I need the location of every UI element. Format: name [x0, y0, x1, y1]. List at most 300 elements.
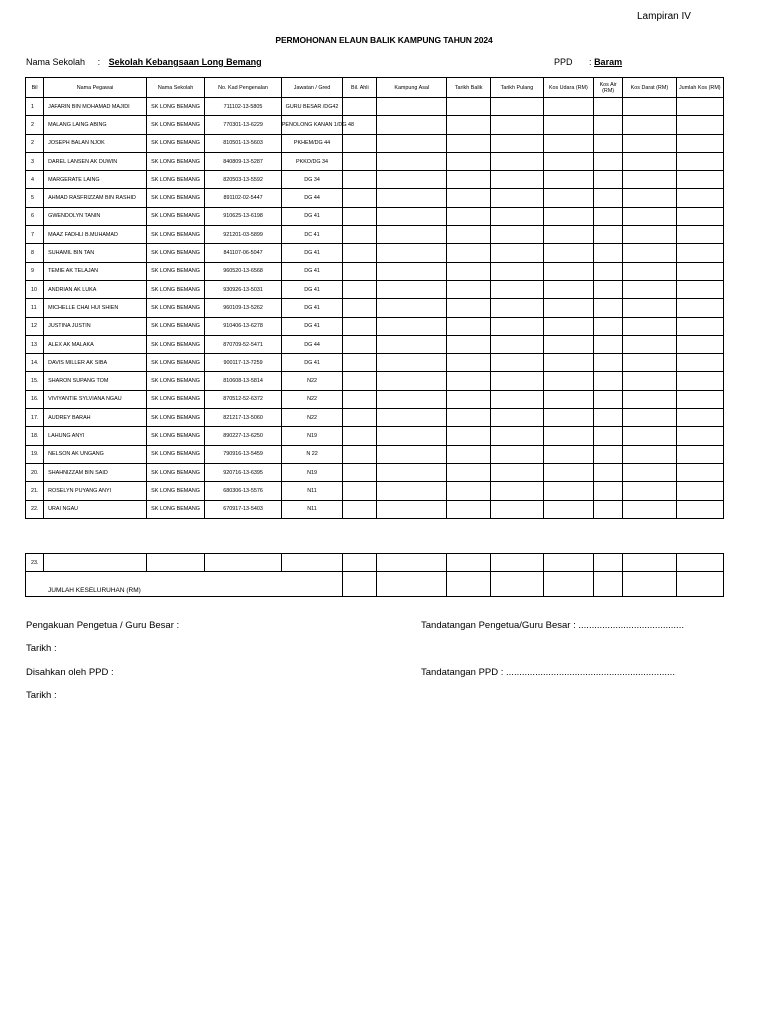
table-cell[interactable] — [491, 554, 543, 572]
table-cell[interactable] — [676, 372, 723, 390]
row-no-kad: 770301-13-6229 — [205, 116, 282, 134]
table-cell[interactable] — [377, 262, 446, 280]
table-cell[interactable] — [446, 482, 490, 500]
table-cell[interactable] — [543, 299, 593, 317]
table-cell[interactable] — [543, 445, 593, 463]
table-cell[interactable] — [377, 244, 446, 262]
table-cell[interactable] — [446, 226, 490, 244]
table-cell[interactable] — [377, 427, 446, 445]
table-cell[interactable] — [594, 572, 623, 597]
table-cell[interactable] — [377, 445, 446, 463]
table-cell[interactable] — [594, 280, 623, 298]
row-nama-sekolah: SK LONG BEMANG — [146, 134, 204, 152]
table-cell[interactable] — [543, 482, 593, 500]
table-cell[interactable] — [377, 226, 446, 244]
table-cell[interactable] — [377, 390, 446, 408]
table-cell[interactable] — [343, 445, 377, 463]
table-cell[interactable] — [676, 390, 723, 408]
table-cell[interactable] — [446, 116, 490, 134]
table-cell[interactable] — [446, 244, 490, 262]
row-no-kad: 900117-13-7259 — [205, 354, 282, 372]
table-cell[interactable] — [543, 171, 593, 189]
table-cell[interactable] — [676, 572, 723, 597]
table-cell[interactable] — [343, 226, 377, 244]
header-nama-sekolah: Nama Sekolah — [146, 78, 204, 98]
row-nama-sekolah: SK LONG BEMANG — [146, 500, 204, 518]
row-nama-sekolah: SK LONG BEMANG — [146, 280, 204, 298]
header-kos-darat: Kos Darat (RM) — [623, 78, 676, 98]
school-label: Nama Sekolah — [26, 57, 86, 67]
table-cell[interactable] — [594, 390, 623, 408]
table-cell[interactable] — [676, 463, 723, 481]
tandatangan-pengetua-line[interactable]: Tandatangan Pengetua/Guru Besar : ........................................ — [421, 620, 684, 631]
table-cell[interactable] — [343, 152, 377, 170]
table-cell[interactable] — [676, 317, 723, 335]
table-cell[interactable] — [676, 134, 723, 152]
table-cell[interactable] — [446, 572, 490, 597]
table-cell[interactable] — [623, 500, 676, 518]
table-cell[interactable] — [491, 482, 543, 500]
table-cell[interactable] — [676, 262, 723, 280]
table-cell[interactable] — [623, 116, 676, 134]
table-cell[interactable] — [343, 572, 377, 597]
table-cell[interactable] — [343, 500, 377, 518]
table-cell[interactable] — [543, 262, 593, 280]
table-cell[interactable] — [676, 409, 723, 427]
table-cell[interactable] — [343, 207, 377, 225]
table-cell[interactable] — [594, 554, 623, 572]
table-cell[interactable] — [676, 280, 723, 298]
header-tarikh-balik: Tarikh Balik — [446, 78, 490, 98]
row-bil: 13 — [26, 335, 44, 353]
table-cell[interactable] — [543, 116, 593, 134]
table-cell[interactable] — [676, 299, 723, 317]
table-cell[interactable] — [543, 134, 593, 152]
table-cell[interactable] — [594, 98, 623, 116]
extra-bil: 23. — [26, 554, 44, 572]
table-cell[interactable] — [623, 427, 676, 445]
row-nama-sekolah: SK LONG BEMANG — [146, 152, 204, 170]
disahkan-label: Disahkan oleh PPD : — [26, 667, 114, 678]
table-cell[interactable] — [377, 554, 446, 572]
table-cell[interactable] — [377, 317, 446, 335]
row-no-kad: 920716-13-6395 — [205, 463, 282, 481]
row-bil: 12 — [26, 317, 44, 335]
table-row — [26, 317, 724, 335]
table-cell[interactable] — [623, 189, 676, 207]
table-row — [26, 189, 724, 207]
table-cell[interactable] — [446, 262, 490, 280]
table-cell[interactable] — [446, 280, 490, 298]
table-cell[interactable] — [491, 226, 543, 244]
table-row — [26, 262, 724, 280]
row-no-kad: 680306-13-5576 — [205, 482, 282, 500]
table-cell[interactable] — [676, 207, 723, 225]
row-jawatan: N22 — [281, 390, 342, 408]
table-cell[interactable] — [623, 280, 676, 298]
table-cell[interactable] — [676, 335, 723, 353]
table-cell[interactable] — [491, 262, 543, 280]
table-row — [26, 207, 724, 225]
table-row — [26, 354, 724, 372]
table-cell[interactable] — [676, 171, 723, 189]
row-no-kad: 921201-03-5899 — [205, 226, 282, 244]
row-no-kad: 910406-13-6278 — [205, 317, 282, 335]
table-cell[interactable] — [543, 390, 593, 408]
table-cell[interactable] — [594, 482, 623, 500]
table-cell[interactable] — [594, 372, 623, 390]
row-no-kad: 820503-13-5592 — [205, 171, 282, 189]
table-cell[interactable] — [343, 317, 377, 335]
table-cell[interactable] — [343, 390, 377, 408]
table-cell[interactable] — [543, 98, 593, 116]
table-cell[interactable] — [623, 152, 676, 170]
row-nama-sekolah: SK LONG BEMANG — [146, 427, 204, 445]
table-cell[interactable] — [676, 445, 723, 463]
table-cell[interactable] — [594, 226, 623, 244]
table-cell[interactable] — [623, 98, 676, 116]
table-cell[interactable] — [594, 354, 623, 372]
table-cell[interactable] — [623, 171, 676, 189]
table-cell[interactable] — [543, 189, 593, 207]
table-cell[interactable] — [543, 244, 593, 262]
table-cell[interactable] — [491, 354, 543, 372]
table-cell[interactable] — [446, 189, 490, 207]
table-cell[interactable] — [623, 572, 676, 597]
table-cell[interactable] — [343, 280, 377, 298]
row-nama-sekolah: SK LONG BEMANG — [146, 390, 204, 408]
row-bil: 5 — [26, 189, 44, 207]
table-cell[interactable] — [343, 335, 377, 353]
table-cell[interactable] — [281, 554, 342, 572]
table-cell[interactable] — [543, 280, 593, 298]
table-cell[interactable] — [491, 372, 543, 390]
table-cell[interactable] — [491, 390, 543, 408]
row-nama-pegawai: LAHUNG ANYI — [44, 427, 147, 445]
table-cell[interactable] — [623, 335, 676, 353]
table-cell[interactable] — [543, 554, 593, 572]
table-row — [26, 427, 724, 445]
tarikh-label-2: Tarikh : — [26, 690, 57, 701]
row-nama-sekolah: SK LONG BEMANG — [146, 354, 204, 372]
table-cell[interactable] — [623, 463, 676, 481]
row-jawatan: N 22 — [281, 445, 342, 463]
table-cell[interactable] — [623, 354, 676, 372]
table-cell[interactable] — [623, 554, 676, 572]
row-jawatan: PENOLONG KANAN 1/DG 48 — [281, 116, 342, 134]
table-cell[interactable] — [377, 372, 446, 390]
table-cell[interactable] — [377, 280, 446, 298]
table-cell[interactable] — [343, 482, 377, 500]
row-jawatan: DG 41 — [281, 244, 342, 262]
table-cell[interactable] — [377, 134, 446, 152]
ppd-row — [554, 57, 622, 67]
table-cell[interactable] — [491, 409, 543, 427]
lampiran-label: Lampiran IV — [637, 11, 691, 22]
table-cell[interactable] — [676, 116, 723, 134]
row-nama-sekolah: SK LONG BEMANG — [146, 409, 204, 427]
row-no-kad: 790916-13-5459 — [205, 445, 282, 463]
table-cell[interactable] — [623, 299, 676, 317]
table-cell[interactable] — [377, 207, 446, 225]
totals-table — [25, 553, 724, 597]
row-no-kad: 910625-13-6198 — [205, 207, 282, 225]
row-bil: 16. — [26, 390, 44, 408]
table-cell[interactable] — [594, 134, 623, 152]
page-title: PERMOHONAN ELAUN BALIK KAMPUNG TAHUN 2024 — [275, 35, 493, 45]
table-cell[interactable] — [543, 427, 593, 445]
table-cell[interactable] — [491, 171, 543, 189]
table-cell[interactable] — [676, 152, 723, 170]
table-cell[interactable] — [543, 500, 593, 518]
table-cell[interactable] — [491, 572, 543, 597]
table-cell[interactable] — [343, 427, 377, 445]
table-cell[interactable] — [491, 445, 543, 463]
table-cell[interactable] — [377, 189, 446, 207]
row-nama-pegawai: SHAHNIZZAM BIN SAID — [44, 463, 147, 481]
table-cell[interactable] — [446, 445, 490, 463]
table-cell[interactable] — [491, 299, 543, 317]
table-cell[interactable] — [446, 299, 490, 317]
table-cell[interactable] — [543, 572, 593, 597]
table-cell[interactable] — [343, 463, 377, 481]
table-cell[interactable] — [377, 171, 446, 189]
table-cell[interactable] — [491, 189, 543, 207]
table-cell[interactable] — [623, 317, 676, 335]
table-cell[interactable] — [594, 463, 623, 481]
table-cell[interactable] — [343, 354, 377, 372]
table-cell[interactable] — [491, 116, 543, 134]
tarikh-label-1: Tarikh : — [26, 643, 57, 654]
table-cell[interactable] — [44, 554, 147, 572]
row-no-kad: 670917-13-5403 — [205, 500, 282, 518]
row-no-kad: 891102-02-5447 — [205, 189, 282, 207]
table-cell[interactable] — [676, 244, 723, 262]
table-cell[interactable] — [676, 189, 723, 207]
table-cell[interactable] — [377, 152, 446, 170]
table-cell[interactable] — [377, 572, 446, 597]
table-cell[interactable] — [377, 116, 446, 134]
table-cell[interactable] — [594, 299, 623, 317]
table-cell[interactable] — [676, 427, 723, 445]
school-value: Sekolah Kebangsaan Long Bemang — [108, 57, 262, 67]
table-cell[interactable] — [491, 317, 543, 335]
table-cell[interactable] — [446, 390, 490, 408]
table-cell[interactable] — [491, 500, 543, 518]
table-cell[interactable] — [446, 171, 490, 189]
table-cell[interactable] — [594, 116, 623, 134]
row-bil: 9 — [26, 262, 44, 280]
table-cell[interactable] — [623, 244, 676, 262]
table-cell[interactable] — [594, 335, 623, 353]
row-bil: 8 — [26, 244, 44, 262]
row-bil: 14. — [26, 354, 44, 372]
table-cell[interactable] — [446, 463, 490, 481]
row-jawatan: DG 41 — [281, 262, 342, 280]
table-cell[interactable] — [343, 299, 377, 317]
table-cell[interactable] — [377, 500, 446, 518]
table-cell[interactable] — [343, 262, 377, 280]
table-cell[interactable] — [343, 554, 377, 572]
table-row-extra — [26, 554, 724, 572]
table-cell[interactable] — [446, 152, 490, 170]
table-cell[interactable] — [623, 482, 676, 500]
table-row — [26, 500, 724, 518]
table-cell[interactable] — [491, 134, 543, 152]
table-cell[interactable] — [377, 482, 446, 500]
table-cell[interactable] — [446, 427, 490, 445]
table-cell[interactable] — [594, 244, 623, 262]
row-jawatan: PKHEM/DG 44 — [281, 134, 342, 152]
table-cell[interactable] — [446, 98, 490, 116]
school-colon: : — [97, 57, 101, 67]
table-cell[interactable] — [343, 409, 377, 427]
table-cell[interactable] — [676, 554, 723, 572]
table-cell[interactable] — [205, 554, 282, 572]
table-cell[interactable] — [446, 134, 490, 152]
row-nama-pegawai: AHMAD RASFRIZZAM BIN RASHID — [44, 189, 147, 207]
table-cell[interactable] — [543, 335, 593, 353]
table-cell[interactable] — [377, 463, 446, 481]
table-cell[interactable] — [543, 409, 593, 427]
row-bil: 20. — [26, 463, 44, 481]
table-cell[interactable] — [623, 226, 676, 244]
row-bil: 17. — [26, 409, 44, 427]
table-cell[interactable] — [594, 171, 623, 189]
table-cell[interactable] — [623, 207, 676, 225]
table-cell[interactable] — [377, 409, 446, 427]
table-cell[interactable] — [623, 262, 676, 280]
tandatangan-ppd-line[interactable]: Tandatangan PPD : ................................................................ — [421, 667, 675, 678]
table-cell[interactable] — [543, 354, 593, 372]
table-row — [26, 244, 724, 262]
table-cell[interactable] — [343, 171, 377, 189]
row-jawatan: N19 — [281, 463, 342, 481]
table-cell[interactable] — [491, 152, 543, 170]
table-cell[interactable] — [594, 409, 623, 427]
row-jawatan: N19 — [281, 427, 342, 445]
table-cell[interactable] — [623, 445, 676, 463]
table-cell[interactable] — [446, 554, 490, 572]
row-jawatan: DG 34 — [281, 171, 342, 189]
row-jawatan: DG 41 — [281, 317, 342, 335]
table-row — [26, 299, 724, 317]
table-cell[interactable] — [543, 226, 593, 244]
row-nama-pegawai: GWENDOLYN TANIN — [44, 207, 147, 225]
header-bil-ahli: Bil. Ahli — [343, 78, 377, 98]
table-cell[interactable] — [343, 244, 377, 262]
table-cell[interactable] — [676, 226, 723, 244]
table-cell[interactable] — [594, 427, 623, 445]
row-nama-pegawai: JAFARIN BIN MOHAMAD MAJIDI — [44, 98, 147, 116]
table-cell[interactable] — [594, 152, 623, 170]
table-cell[interactable] — [623, 372, 676, 390]
row-nama-pegawai: MALANG LAING ABING — [44, 116, 147, 134]
row-no-kad: 870512-52-6372 — [205, 390, 282, 408]
table-row-total — [26, 572, 724, 597]
table-row — [26, 280, 724, 298]
row-nama-sekolah: SK LONG BEMANG — [146, 226, 204, 244]
table-cell[interactable] — [594, 262, 623, 280]
table-cell[interactable] — [343, 98, 377, 116]
table-cell[interactable] — [491, 244, 543, 262]
header-bil: Bil — [26, 78, 44, 98]
row-nama-sekolah: SK LONG BEMANG — [146, 244, 204, 262]
table-cell[interactable] — [343, 189, 377, 207]
ppd-colon: : — [589, 57, 592, 67]
table-cell[interactable] — [377, 335, 446, 353]
table-cell[interactable] — [491, 427, 543, 445]
row-nama-sekolah: SK LONG BEMANG — [146, 372, 204, 390]
row-nama-sekolah: SK LONG BEMANG — [146, 335, 204, 353]
row-bil: 19. — [26, 445, 44, 463]
table-cell[interactable] — [543, 207, 593, 225]
table-cell[interactable] — [446, 354, 490, 372]
table-row — [26, 482, 724, 500]
row-jawatan: DG 41 — [281, 207, 342, 225]
table-cell[interactable] — [623, 390, 676, 408]
table-cell[interactable] — [594, 317, 623, 335]
table-cell[interactable] — [543, 463, 593, 481]
row-no-kad: 840809-13-5287 — [205, 152, 282, 170]
table-row — [26, 409, 724, 427]
table-cell[interactable] — [446, 409, 490, 427]
table-cell[interactable] — [377, 354, 446, 372]
table-cell[interactable] — [543, 372, 593, 390]
table-cell[interactable] — [594, 445, 623, 463]
table-cell[interactable] — [623, 409, 676, 427]
table-cell[interactable] — [676, 98, 723, 116]
table-cell[interactable] — [676, 482, 723, 500]
table-cell[interactable] — [343, 134, 377, 152]
table-cell[interactable] — [676, 500, 723, 518]
row-jawatan: N11 — [281, 482, 342, 500]
table-cell[interactable] — [491, 463, 543, 481]
header-nama-pegawai: Nama Pegawai — [44, 78, 147, 98]
row-jawatan: GURU BESAR /DG42 — [281, 98, 342, 116]
table-cell[interactable] — [377, 98, 446, 116]
table-cell[interactable] — [146, 554, 204, 572]
table-cell[interactable] — [594, 207, 623, 225]
table-cell[interactable] — [446, 372, 490, 390]
row-no-kad: 821217-13-5060 — [205, 409, 282, 427]
table-cell[interactable] — [377, 299, 446, 317]
table-cell[interactable] — [343, 372, 377, 390]
table-cell[interactable] — [676, 354, 723, 372]
row-bil: 15. — [26, 372, 44, 390]
table-cell[interactable] — [446, 500, 490, 518]
table-cell[interactable] — [491, 335, 543, 353]
claims-table — [25, 77, 724, 519]
table-cell[interactable] — [446, 317, 490, 335]
table-cell[interactable] — [446, 335, 490, 353]
table-cell[interactable] — [491, 98, 543, 116]
table-cell[interactable] — [543, 152, 593, 170]
table-cell[interactable] — [491, 280, 543, 298]
row-bil: 2 — [26, 134, 44, 152]
table-cell[interactable] — [594, 189, 623, 207]
table-cell[interactable] — [623, 134, 676, 152]
table-header-row — [26, 78, 724, 98]
row-nama-sekolah: SK LONG BEMANG — [146, 445, 204, 463]
table-cell[interactable] — [594, 500, 623, 518]
row-nama-pegawai: MICHELLE CHAI HUI SHIEN — [44, 299, 147, 317]
row-bil: 10 — [26, 280, 44, 298]
row-nama-sekolah: SK LONG BEMANG — [146, 116, 204, 134]
table-cell[interactable] — [491, 207, 543, 225]
table-cell[interactable] — [446, 207, 490, 225]
table-cell[interactable] — [543, 317, 593, 335]
